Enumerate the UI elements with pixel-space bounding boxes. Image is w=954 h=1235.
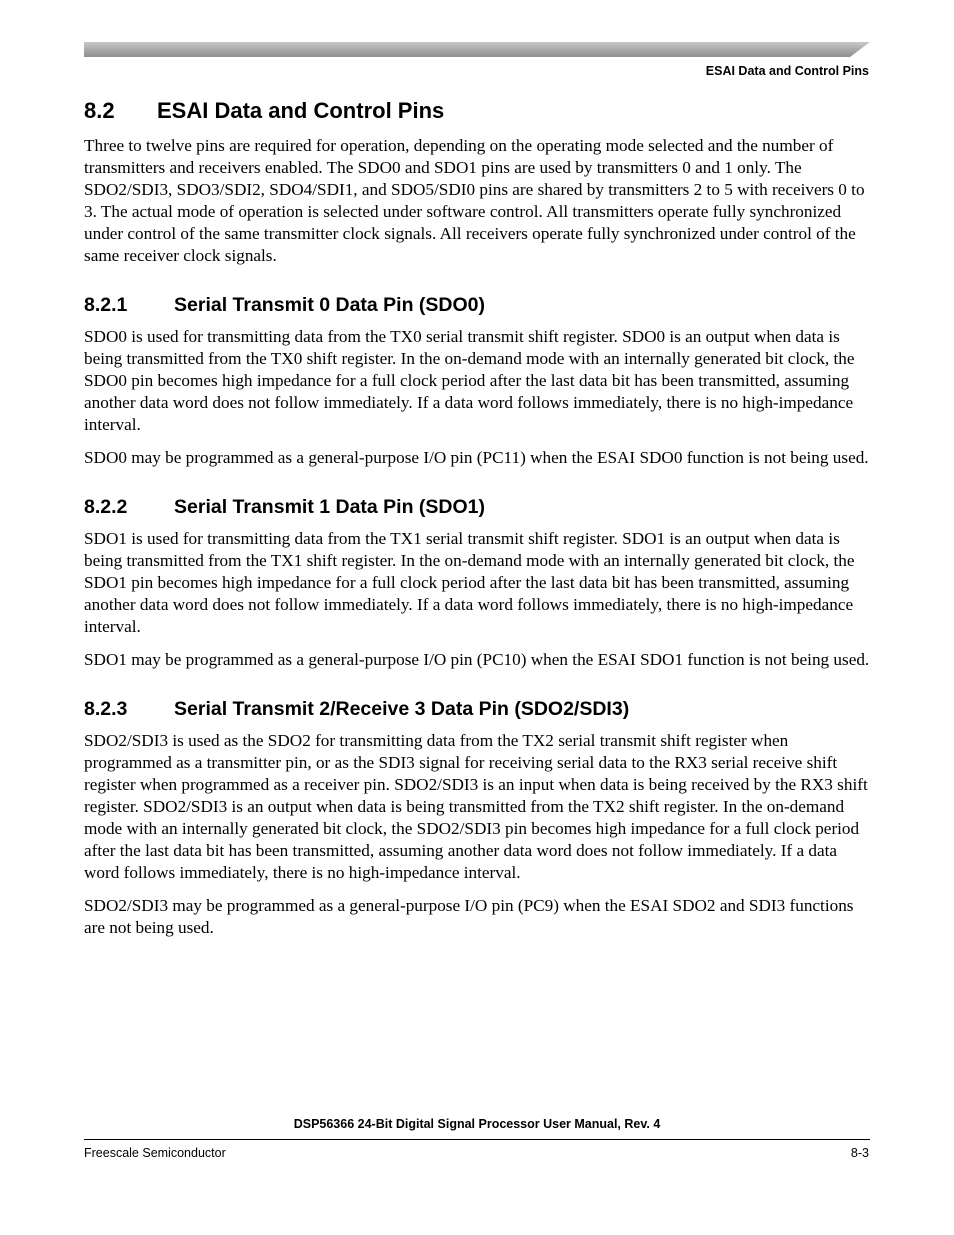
section-heading xyxy=(84,97,870,125)
body-paragraph: Three to twelve pins are required for operation, depending on the operating mode selected and the number of transmitters and receivers enabled. The SDO0 and SDO1 pins are used by transmitters 0 and 1 only. The SDO2/SDI3, SDO3/SDI2, SDO4/SDI1, and SDO5/SDI0 pins are shared by transmitters 2 to 5 with receivers 0 to 3. The actual mode of operation is selected under software control. All transmitters operate fully synchronized under control of the same transmitter clock signals. All receivers operate fully synchronized under control of the same receiver clock signals. xyxy=(84,136,865,265)
subsection-heading xyxy=(84,495,870,519)
page-content xyxy=(84,97,870,950)
subsection-number: 8.2.2 xyxy=(84,496,128,518)
body-paragraph: SDO0 is used for transmitting data from the TX0 serial transmit shift register. SDO0 is an output when data is being transmitted from the TX0 shift register. In the on-demand mode with an internally generated bit clock, the SDO0 pin becomes high impedance for a full clock period after the last data bit has been transmitted, assuming another data word does not follow immediately. If a data word follows immediately, there is no high-impedance interval. xyxy=(84,327,855,434)
body-paragraph: SDO0 may be programmed as a general-purpose I/O pin (PC11) when the ESAI SDO0 function is not being used. xyxy=(84,448,869,467)
footer-document-title: DSP56366 24-Bit Digital Signal Processor User Manual, Rev. 4 xyxy=(293,1117,661,1131)
subsection-title: Serial Transmit 2/Receive 3 Data Pin (SDO2/SDI3) xyxy=(174,698,630,720)
subsection-heading xyxy=(84,697,870,721)
section-title: ESAI Data and Control Pins xyxy=(157,98,445,123)
body-paragraph: SDO2/SDI3 may be programmed as a general-purpose I/O pin (PC9) when the ESAI SDO2 and SDI3 functions are not being used. xyxy=(84,896,854,937)
body-paragraph: SDO1 may be programmed as a general-purpose I/O pin (PC10) when the ESAI SDO1 function is not being used. xyxy=(84,650,870,669)
header-bar xyxy=(84,42,870,57)
section-number: 8.2 xyxy=(84,98,115,123)
subsection-number: 8.2.1 xyxy=(84,294,128,316)
body-paragraph: SDO1 is used for transmitting data from the TX1 serial transmit shift register. SDO1 is an output when data is being transmitted from the TX1 shift register. In the on-demand mode with an internally generated bit clock, the SDO1 pin becomes high impedance for a full clock period after the last data bit has been transmitted, assuming another data word does not follow immediately. If a data word follows immediately, there is no high-impedance interval. xyxy=(84,529,855,636)
subsection-number: 8.2.3 xyxy=(84,698,128,720)
subsection-heading xyxy=(84,293,870,317)
footer-page-number: 8-3 xyxy=(850,1146,869,1160)
body-paragraph: SDO2/SDI3 is used as the SDO2 for transmitting data from the TX2 serial transmit shift register when programmed as a transmitter pin, or as the SDI3 signal for receiving serial data to the RX3 serial receive shift register when programmed as a receiver pin. SDO2/SDI3 is an input when data is being received by the RX3 shift register. SDO2/SDI3 is an output when data is being transmitted from the TX2 shift register. In the on-demand mode with an internally generated bit clock, the SDO2/SDI3 pin becomes high impedance for a full clock period after the last data bit has been transmitted, assuming another data word does not follow immediately. If a data word follows immediately, there is no high-impedance interval. xyxy=(84,731,868,882)
footer-publisher: Freescale Semiconductor xyxy=(84,1146,226,1160)
running-header-title: ESAI Data and Control Pins xyxy=(705,64,869,78)
subsection-title: Serial Transmit 0 Data Pin (SDO0) xyxy=(174,294,486,316)
subsection-title: Serial Transmit 1 Data Pin (SDO1) xyxy=(174,496,486,518)
footer-divider xyxy=(84,1139,870,1140)
